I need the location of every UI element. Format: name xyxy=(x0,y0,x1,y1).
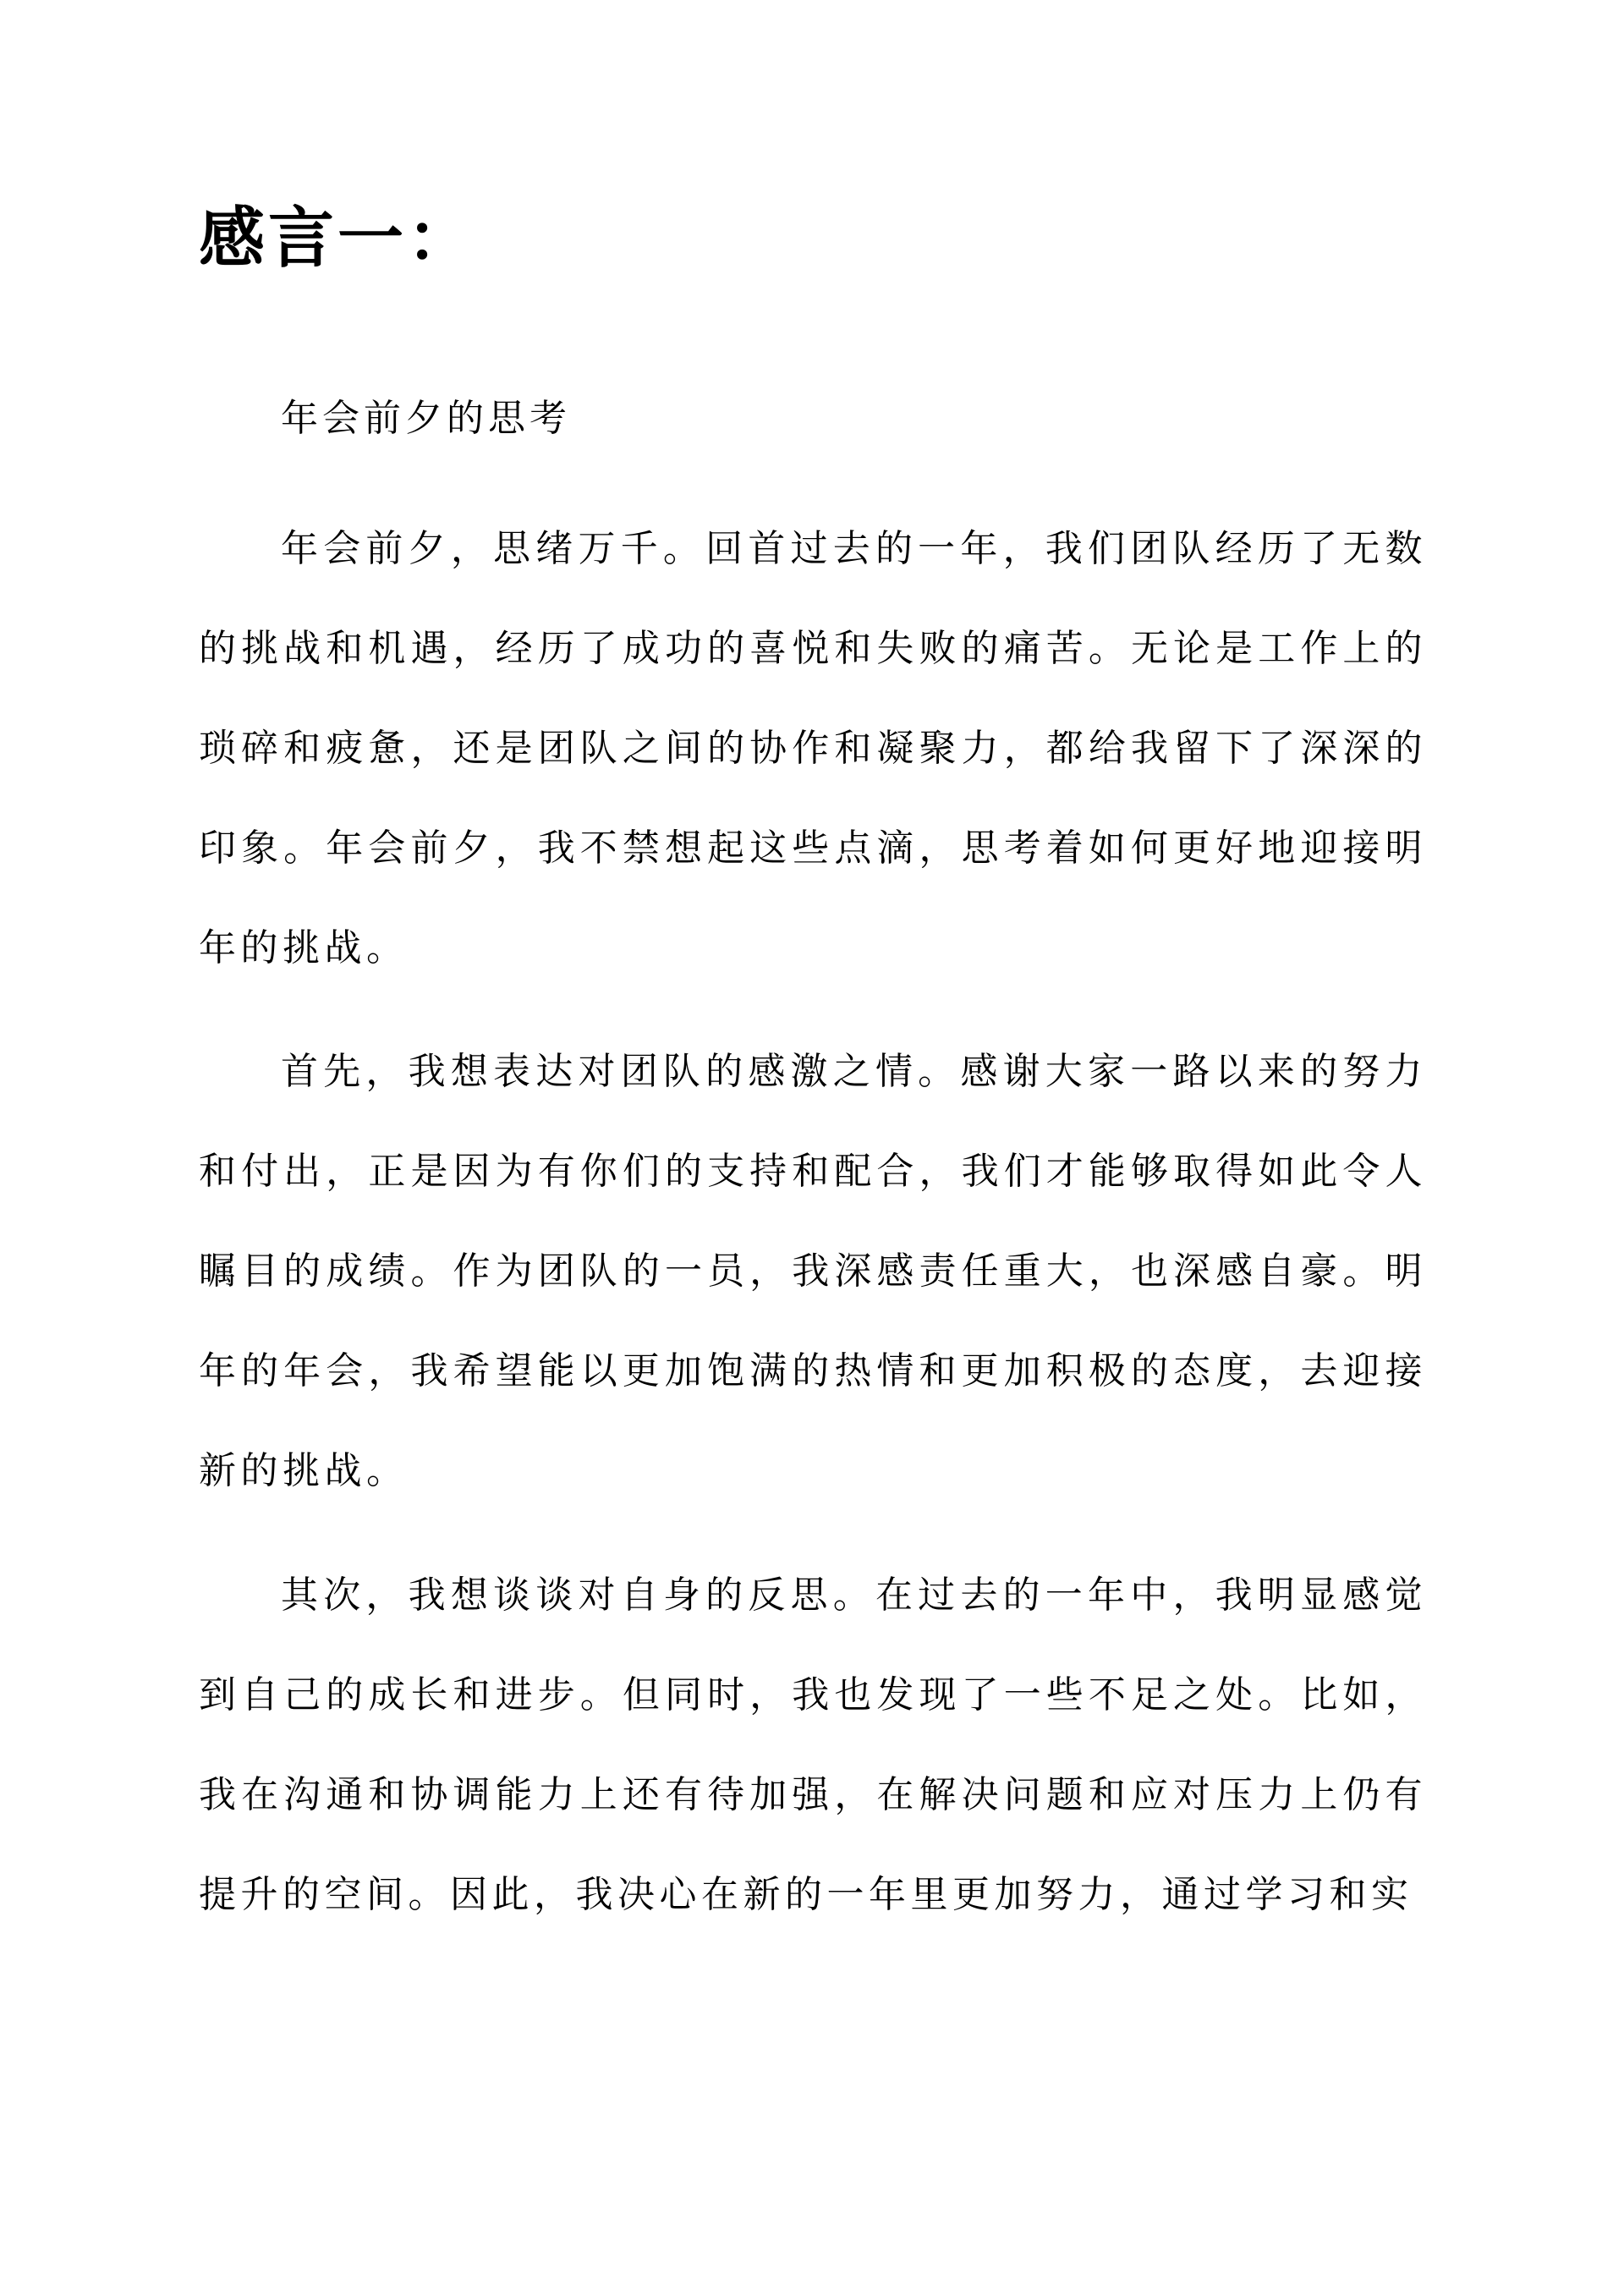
document-heading: 感言一： xyxy=(199,200,477,277)
document-subtitle: 年会前夕的思考 xyxy=(281,397,571,440)
paragraph-1: 年会前夕，思绪万千。回首过去的一年，我们团队经历了无数的挑战和机遇，经历了成功的喜悦和失败的痛苦。无论是工作上的琐碎和疲惫，还是团队之间的协作和凝聚力，都给我留下了深深的印象。年会前夕，我不禁想起这些点滴，思考着如何更好地迎接明年的挑战。 xyxy=(199,527,1427,969)
paragraph-3: 其次，我想谈谈对自身的反思。在过去的一年中，我明显感觉到自己的成长和进步。但同时，我也发现了一些不足之处。比如，我在沟通和协调能力上还有待加强，在解决问题和应对压力上仍有提升的空间。因此，我决心在新的一年里更加努力，通过学习和实 xyxy=(199,1574,1427,1916)
paragraph-2: 首先，我想表达对团队的感激之情。感谢大家一路以来的努力和付出，正是因为有你们的支持和配合，我们才能够取得如此令人瞩目的成绩。作为团队的一员，我深感责任重大，也深感自豪。明年的年会，我希望能以更加饱满的热情和更加积极的态度，去迎接新的挑战。 xyxy=(199,1050,1427,1492)
